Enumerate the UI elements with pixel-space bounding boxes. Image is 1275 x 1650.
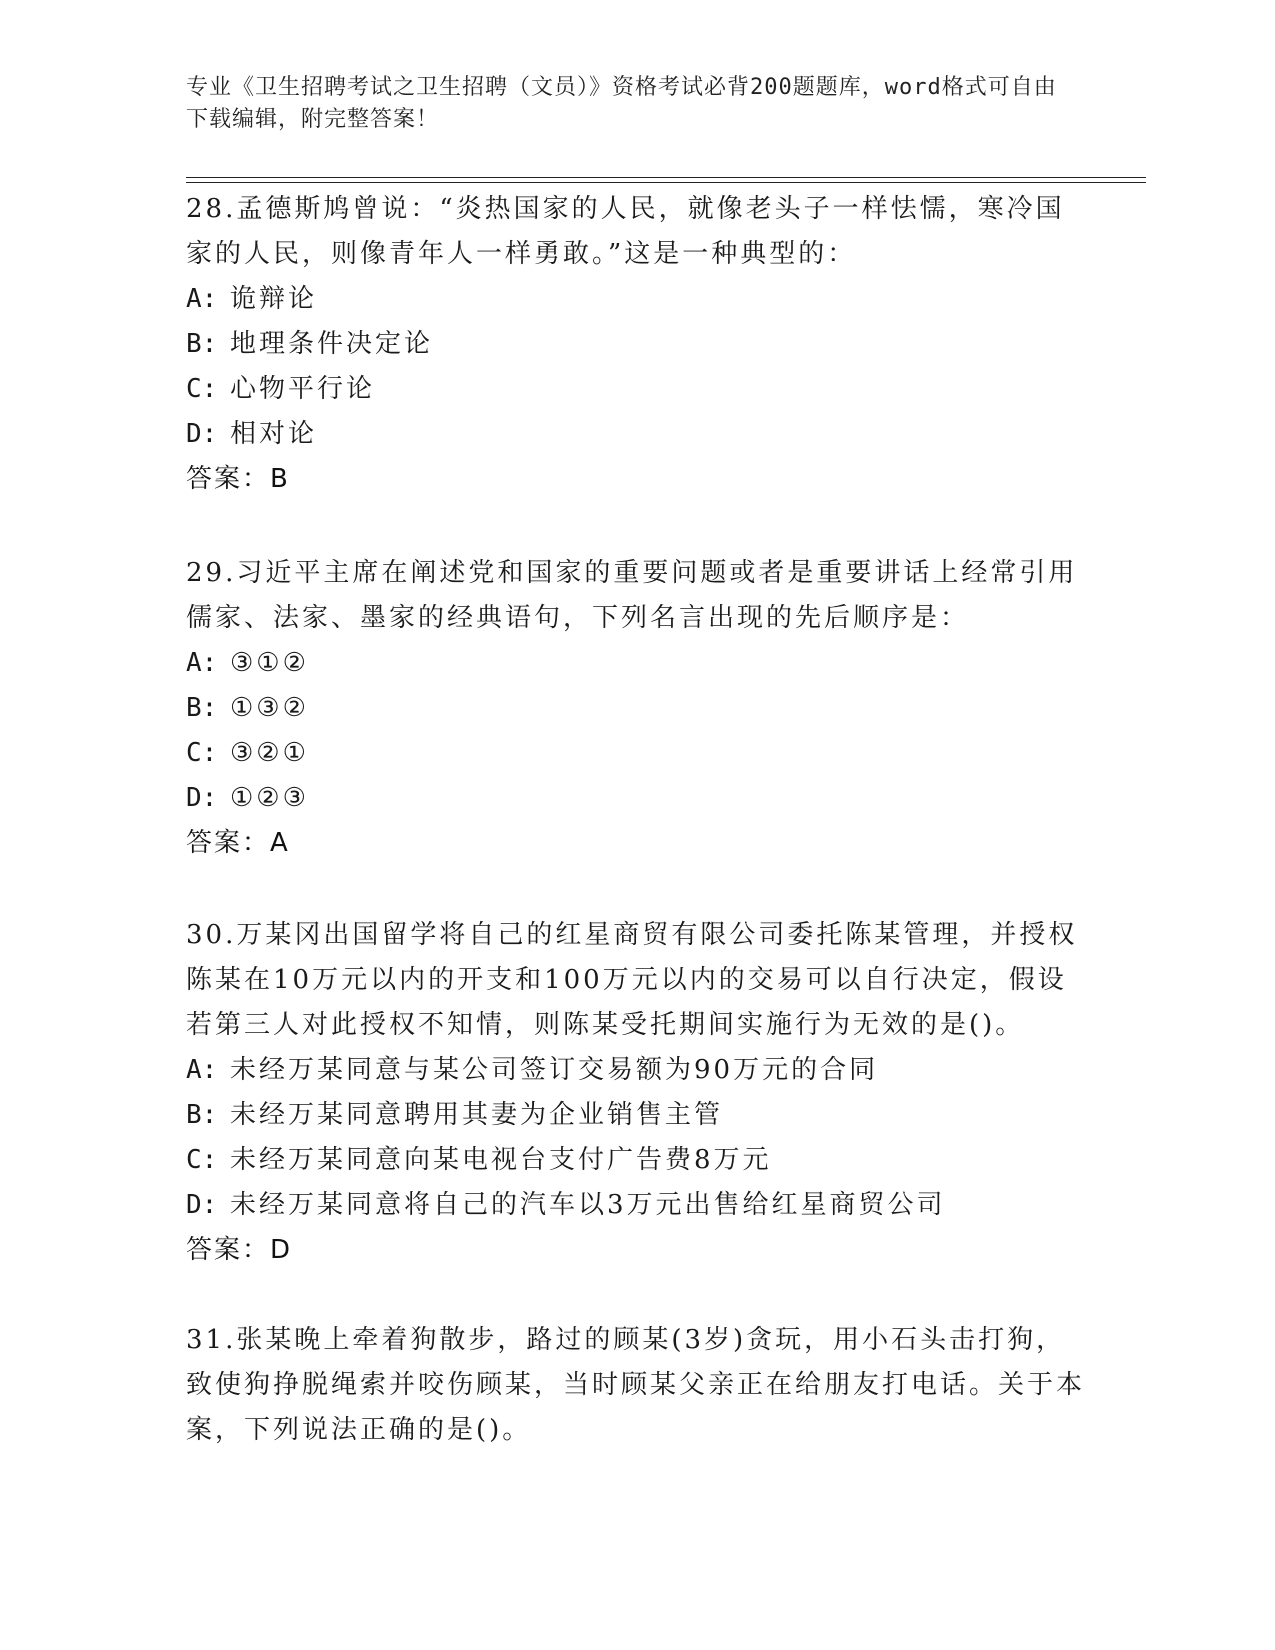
answer-line: 答案：A xyxy=(186,828,290,858)
option-text: ①③② xyxy=(230,693,309,723)
option-letter: D: xyxy=(186,783,218,813)
answer-line: 答案：D xyxy=(186,1235,293,1265)
option-d xyxy=(186,412,1086,457)
document-header: 专业《卫生招聘考试之卫生招聘（文员）》资格考试必背200题题库，word格式可自由下载编辑，附完整答案！ xyxy=(186,75,1057,132)
option-d xyxy=(186,776,1086,821)
question-31 xyxy=(186,1318,1086,1453)
option-text: 未经万某同意聘用其妻为企业销售主管 xyxy=(230,1100,724,1130)
option-letter: B: xyxy=(186,1100,218,1130)
option-a xyxy=(186,641,1086,686)
option-b xyxy=(186,322,1086,367)
answer-line: 答案：B xyxy=(186,464,290,494)
option-letter: D: xyxy=(186,419,218,449)
question-30 xyxy=(186,913,1086,1273)
option-c xyxy=(186,731,1086,776)
option-text: 地理条件决定论 xyxy=(230,329,434,359)
option-letter: B: xyxy=(186,329,218,359)
header-divider-bottom xyxy=(186,182,1146,183)
option-d xyxy=(186,1183,1086,1228)
option-letter: C: xyxy=(186,738,218,768)
option-letter: D: xyxy=(186,1190,218,1220)
question-stem: 31.张某晚上牵着狗散步，路过的顾某(3岁)贪玩，用小石头击打狗，致使狗挣脱绳索并咬伤顾某，当时顾某父亲正在给朋友打电话。关于本案，下列说法正确的是()。 xyxy=(186,1325,1086,1445)
option-text: 相对论 xyxy=(230,419,318,449)
option-text: ③②① xyxy=(230,738,309,768)
option-text: 心物平行论 xyxy=(230,374,376,404)
question-29 xyxy=(186,551,1086,866)
question-stem: 28.孟德斯鸠曾说：“炎热国家的人民，就像老头子一样怯懦，寒冷国家的人民，则像青年人一样勇敢。”这是一种典型的： xyxy=(186,194,1065,269)
option-text: 诡辩论 xyxy=(230,284,318,314)
option-text: ③①② xyxy=(230,648,309,678)
option-c xyxy=(186,1138,1086,1183)
option-text: 未经万某同意与某公司签订交易额为90万元的合同 xyxy=(230,1055,879,1085)
header-divider-top xyxy=(186,177,1146,178)
option-letter: B: xyxy=(186,693,218,723)
option-letter: C: xyxy=(186,1145,218,1175)
option-text: ①②③ xyxy=(230,783,309,813)
question-stem: 29.习近平主席在阐述党和国家的重要问题或者是重要讲话上经常引用儒家、法家、墨家的经典语句，下列名言出现的先后顺序是： xyxy=(186,558,1078,633)
option-text: 未经万某同意向某电视台支付广告费8万元 xyxy=(230,1145,772,1175)
option-b xyxy=(186,1093,1086,1138)
question-stem: 30.万某冈出国留学将自己的红星商贸有限公司委托陈某管理，并授权陈某在10万元以内的开支和100万元以内的交易可以自行决定，假设若第三人对此授权不知情，则陈某受托期间实施行为无效的是()。 xyxy=(186,920,1078,1040)
question-28 xyxy=(186,187,1086,502)
option-letter: A: xyxy=(186,648,218,678)
option-letter: A: xyxy=(186,284,218,314)
option-letter: A: xyxy=(186,1055,218,1085)
option-c xyxy=(186,367,1086,412)
option-b xyxy=(186,686,1086,731)
option-text: 未经万某同意将自己的汽车以3万元出售给红星商贸公司 xyxy=(230,1190,946,1220)
option-a xyxy=(186,277,1086,322)
option-a xyxy=(186,1048,1086,1093)
option-letter: C: xyxy=(186,374,218,404)
